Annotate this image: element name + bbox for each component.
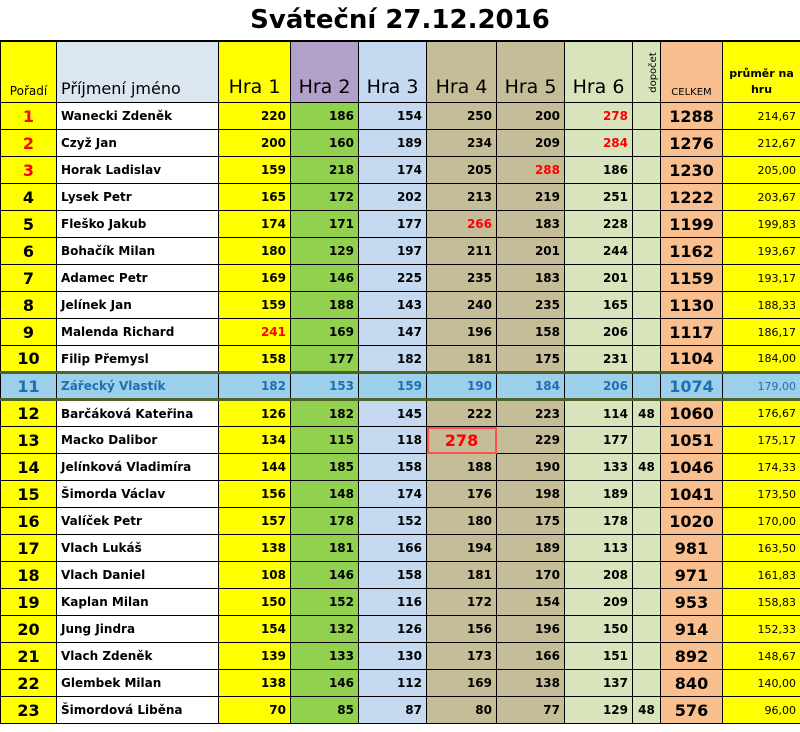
game-6-cell[interactable]: 209 xyxy=(565,589,633,616)
total-cell[interactable]: 914 xyxy=(661,616,723,643)
game-3-cell[interactable]: 118 xyxy=(359,427,427,454)
game-4-cell[interactable]: 156 xyxy=(427,616,497,643)
table-row xyxy=(1,697,800,724)
game-2-cell[interactable]: 177 xyxy=(291,346,359,373)
total-cell[interactable]: 971 xyxy=(661,562,723,589)
game-3-cell[interactable]: 225 xyxy=(359,265,427,292)
total-cell[interactable]: 1276 xyxy=(661,130,723,157)
average-cell[interactable]: 193,67 xyxy=(723,238,800,265)
name-cell[interactable]: Zářecký Vlastík xyxy=(57,373,219,400)
game-1-cell[interactable]: 159 xyxy=(219,157,291,184)
game-2-cell[interactable]: 132 xyxy=(291,616,359,643)
rank-cell[interactable]: 17 xyxy=(1,535,57,562)
dopocet-cell[interactable] xyxy=(633,157,661,184)
game-3-cell[interactable]: 145 xyxy=(359,400,427,427)
rank-cell[interactable]: 11 xyxy=(1,373,57,400)
average-cell[interactable]: 205,00 xyxy=(723,157,800,184)
game-1-cell[interactable]: 108 xyxy=(219,562,291,589)
name-cell[interactable]: Horak Ladislav xyxy=(57,157,219,184)
dopocet-cell[interactable] xyxy=(633,346,661,373)
game-4-cell[interactable]: 250 xyxy=(427,103,497,130)
game-1-cell[interactable]: 159 xyxy=(219,292,291,319)
game-1-cell[interactable]: 156 xyxy=(219,481,291,508)
game-5-cell[interactable]: 138 xyxy=(497,670,565,697)
game-3-cell[interactable]: 112 xyxy=(359,670,427,697)
game-1-cell[interactable]: 169 xyxy=(219,265,291,292)
total-cell[interactable]: 1074 xyxy=(661,373,723,400)
game-6-cell[interactable]: 137 xyxy=(565,670,633,697)
game-5-cell[interactable]: 170 xyxy=(497,562,565,589)
dopocet-cell[interactable] xyxy=(633,184,661,211)
average-cell[interactable]: 161,83 xyxy=(723,562,800,589)
table-row xyxy=(1,643,800,670)
game-2-cell[interactable]: 146 xyxy=(291,670,359,697)
name-cell[interactable]: Jung Jindra xyxy=(57,616,219,643)
average-cell[interactable]: 174,33 xyxy=(723,454,800,481)
game-3-cell[interactable]: 159 xyxy=(359,373,427,400)
dopocet-cell[interactable] xyxy=(633,292,661,319)
game-4-cell[interactable]: 196 xyxy=(427,319,497,346)
header-rank: Pořadí xyxy=(1,42,57,103)
game-3-cell[interactable]: 87 xyxy=(359,697,427,724)
dopocet-cell[interactable] xyxy=(633,481,661,508)
game-1-cell[interactable]: 138 xyxy=(219,670,291,697)
game-3-cell[interactable]: 158 xyxy=(359,562,427,589)
rank-cell[interactable]: 18 xyxy=(1,562,57,589)
rank-cell[interactable]: 9 xyxy=(1,319,57,346)
header-dopocet xyxy=(633,42,661,103)
dopocet-cell[interactable] xyxy=(633,562,661,589)
game-6-cell[interactable]: 177 xyxy=(565,427,633,454)
table-row xyxy=(1,562,800,589)
game-5-cell[interactable]: 209 xyxy=(497,130,565,157)
game-4-cell[interactable]: 235 xyxy=(427,265,497,292)
game-2-cell[interactable]: 133 xyxy=(291,643,359,670)
total-cell[interactable]: 1060 xyxy=(661,400,723,427)
rank-cell[interactable]: 5 xyxy=(1,211,57,238)
header-game-5: Hra 5 xyxy=(497,42,565,103)
rank-cell[interactable]: 13 xyxy=(1,427,57,454)
average-cell[interactable]: 184,00 xyxy=(723,346,800,373)
game-2-cell[interactable]: 182 xyxy=(291,400,359,427)
table-row xyxy=(1,454,800,481)
name-cell[interactable]: Glembek Milan xyxy=(57,670,219,697)
game-6-cell[interactable]: 251 xyxy=(565,184,633,211)
table-row xyxy=(1,265,800,292)
game-4-cell[interactable]: 278 xyxy=(427,427,497,454)
game-4-cell[interactable]: 213 xyxy=(427,184,497,211)
rank-cell[interactable]: 3 xyxy=(1,157,57,184)
game-2-cell[interactable]: 129 xyxy=(291,238,359,265)
game-4-cell[interactable]: 172 xyxy=(427,589,497,616)
game-6-cell[interactable]: 244 xyxy=(565,238,633,265)
header-game-2: Hra 2 xyxy=(291,42,359,103)
game-3-cell[interactable]: 197 xyxy=(359,238,427,265)
game-3-cell[interactable]: 130 xyxy=(359,643,427,670)
total-cell[interactable]: 1159 xyxy=(661,265,723,292)
game-4-cell[interactable]: 188 xyxy=(427,454,497,481)
game-1-cell[interactable]: 134 xyxy=(219,427,291,454)
game-2-cell[interactable]: 152 xyxy=(291,589,359,616)
dopocet-cell[interactable] xyxy=(633,616,661,643)
header-row xyxy=(1,42,800,103)
total-cell[interactable]: 1230 xyxy=(661,157,723,184)
rank-cell[interactable]: 4 xyxy=(1,184,57,211)
dopocet-cell[interactable]: 48 xyxy=(633,454,661,481)
rank-cell[interactable]: 20 xyxy=(1,616,57,643)
name-cell[interactable]: Vlach Lukáš xyxy=(57,535,219,562)
game-3-cell[interactable]: 116 xyxy=(359,589,427,616)
name-cell[interactable]: Malenda Richard xyxy=(57,319,219,346)
game-3-cell[interactable]: 174 xyxy=(359,157,427,184)
game-5-cell[interactable]: 235 xyxy=(497,292,565,319)
average-cell[interactable]: 179,00 xyxy=(723,373,800,400)
game-2-cell[interactable]: 115 xyxy=(291,427,359,454)
total-cell[interactable]: 1020 xyxy=(661,508,723,535)
name-cell[interactable]: Šimorda Václav xyxy=(57,481,219,508)
total-cell[interactable]: 576 xyxy=(661,697,723,724)
game-1-cell[interactable]: 138 xyxy=(219,535,291,562)
game-5-cell[interactable]: 288 xyxy=(497,157,565,184)
total-cell[interactable]: 953 xyxy=(661,589,723,616)
average-cell[interactable]: 176,67 xyxy=(723,400,800,427)
name-cell[interactable]: Lysek Petr xyxy=(57,184,219,211)
game-3-cell[interactable]: 158 xyxy=(359,454,427,481)
name-cell[interactable]: Czyž Jan xyxy=(57,130,219,157)
game-5-cell[interactable]: 175 xyxy=(497,508,565,535)
name-cell[interactable]: Wanecki Zdeněk xyxy=(57,103,219,130)
dopocet-cell[interactable] xyxy=(633,643,661,670)
table-row xyxy=(1,670,800,697)
rank-cell[interactable]: 22 xyxy=(1,670,57,697)
table-row xyxy=(1,508,800,535)
header-total: CELKEM xyxy=(661,42,723,103)
game-6-cell[interactable]: 284 xyxy=(565,130,633,157)
game-3-cell[interactable]: 147 xyxy=(359,319,427,346)
dopocet-cell[interactable] xyxy=(633,373,661,400)
rank-cell[interactable]: 14 xyxy=(1,454,57,481)
game-6-cell[interactable]: 113 xyxy=(565,535,633,562)
table-row xyxy=(1,481,800,508)
game-3-cell[interactable]: 152 xyxy=(359,508,427,535)
game-1-cell[interactable]: 150 xyxy=(219,589,291,616)
dopocet-cell[interactable]: 48 xyxy=(633,697,661,724)
dopocet-cell[interactable] xyxy=(633,130,661,157)
dopocet-cell[interactable]: 48 xyxy=(633,400,661,427)
average-cell[interactable]: 96,00 xyxy=(723,697,800,724)
rank-cell[interactable]: 6 xyxy=(1,238,57,265)
game-5-cell[interactable]: 201 xyxy=(497,238,565,265)
game-4-cell[interactable]: 176 xyxy=(427,481,497,508)
game-6-cell[interactable]: 133 xyxy=(565,454,633,481)
dopocet-cell[interactable] xyxy=(633,319,661,346)
table-row xyxy=(1,373,800,400)
game-4-cell[interactable]: 266 xyxy=(427,211,497,238)
game-5-cell[interactable]: 184 xyxy=(497,373,565,400)
game-4-cell[interactable]: 205 xyxy=(427,157,497,184)
average-cell[interactable]: 188,33 xyxy=(723,292,800,319)
game-5-cell[interactable]: 183 xyxy=(497,265,565,292)
table-row xyxy=(1,535,800,562)
game-3-cell[interactable]: 166 xyxy=(359,535,427,562)
game-1-cell[interactable]: 241 xyxy=(219,319,291,346)
rank-cell[interactable]: 1 xyxy=(1,103,57,130)
game-4-cell[interactable]: 194 xyxy=(427,535,497,562)
table-row xyxy=(1,400,800,427)
game-6-cell[interactable]: 278 xyxy=(565,103,633,130)
game-2-cell[interactable]: 171 xyxy=(291,211,359,238)
game-6-cell[interactable]: 206 xyxy=(565,319,633,346)
game-1-cell[interactable]: 139 xyxy=(219,643,291,670)
total-cell[interactable]: 1041 xyxy=(661,481,723,508)
header-game-4: Hra 4 xyxy=(427,42,497,103)
game-3-cell[interactable]: 177 xyxy=(359,211,427,238)
game-1-cell[interactable]: 174 xyxy=(219,211,291,238)
game-6-cell[interactable]: 201 xyxy=(565,265,633,292)
dopocet-cell[interactable] xyxy=(633,535,661,562)
game-3-cell[interactable]: 182 xyxy=(359,346,427,373)
rank-cell[interactable]: 16 xyxy=(1,508,57,535)
average-cell[interactable]: 158,83 xyxy=(723,589,800,616)
game-4-cell[interactable]: 181 xyxy=(427,346,497,373)
dopocet-cell[interactable] xyxy=(633,103,661,130)
name-cell[interactable]: Kaplan Milan xyxy=(57,589,219,616)
game-1-cell[interactable]: 157 xyxy=(219,508,291,535)
game-1-cell[interactable]: 165 xyxy=(219,184,291,211)
rank-cell[interactable]: 23 xyxy=(1,697,57,724)
header-name: Příjmení jméno xyxy=(57,42,219,103)
table-row xyxy=(1,616,800,643)
name-cell[interactable]: Šimordová Liběna xyxy=(57,697,219,724)
game-5-cell[interactable]: 223 xyxy=(497,400,565,427)
game-2-cell[interactable]: 172 xyxy=(291,184,359,211)
total-cell[interactable]: 892 xyxy=(661,643,723,670)
game-5-cell[interactable]: 229 xyxy=(497,427,565,454)
game-5-cell[interactable]: 190 xyxy=(497,454,565,481)
game-2-cell[interactable]: 160 xyxy=(291,130,359,157)
game-3-cell[interactable]: 174 xyxy=(359,481,427,508)
table-row xyxy=(1,103,800,130)
game-4-cell[interactable]: 173 xyxy=(427,643,497,670)
game-6-cell[interactable]: 178 xyxy=(565,508,633,535)
results-table xyxy=(0,41,800,724)
game-2-cell[interactable]: 85 xyxy=(291,697,359,724)
game-2-cell[interactable]: 186 xyxy=(291,103,359,130)
game-5-cell[interactable]: 166 xyxy=(497,643,565,670)
game-2-cell[interactable]: 185 xyxy=(291,454,359,481)
game-4-cell[interactable]: 169 xyxy=(427,670,497,697)
game-5-cell[interactable]: 196 xyxy=(497,616,565,643)
dopocet-cell[interactable] xyxy=(633,265,661,292)
game-1-cell[interactable]: 144 xyxy=(219,454,291,481)
game-3-cell[interactable]: 143 xyxy=(359,292,427,319)
table-row xyxy=(1,292,800,319)
game-2-cell[interactable]: 188 xyxy=(291,292,359,319)
game-6-cell[interactable]: 206 xyxy=(565,373,633,400)
game-6-cell[interactable]: 208 xyxy=(565,562,633,589)
name-cell[interactable]: Vlach Daniel xyxy=(57,562,219,589)
name-cell[interactable]: Bohačík Milan xyxy=(57,238,219,265)
average-cell[interactable]: 199,83 xyxy=(723,211,800,238)
rank-cell[interactable]: 2 xyxy=(1,130,57,157)
game-1-cell[interactable]: 220 xyxy=(219,103,291,130)
game-3-cell[interactable]: 202 xyxy=(359,184,427,211)
game-5-cell[interactable]: 175 xyxy=(497,346,565,373)
game-3-cell[interactable]: 126 xyxy=(359,616,427,643)
game-4-cell[interactable]: 234 xyxy=(427,130,497,157)
game-3-cell[interactable]: 189 xyxy=(359,130,427,157)
game-2-cell[interactable]: 153 xyxy=(291,373,359,400)
table-row xyxy=(1,157,800,184)
game-2-cell[interactable]: 148 xyxy=(291,481,359,508)
name-cell[interactable]: Macko Dalibor xyxy=(57,427,219,454)
game-6-cell[interactable]: 189 xyxy=(565,481,633,508)
game-5-cell[interactable]: 200 xyxy=(497,103,565,130)
header-dopocet-label: dopočet xyxy=(647,51,659,93)
table-row xyxy=(1,346,800,373)
game-5-cell[interactable]: 219 xyxy=(497,184,565,211)
game-3-cell[interactable]: 154 xyxy=(359,103,427,130)
average-cell[interactable]: 170,00 xyxy=(723,508,800,535)
name-cell[interactable]: Adamec Petr xyxy=(57,265,219,292)
game-1-cell[interactable]: 200 xyxy=(219,130,291,157)
game-2-cell[interactable]: 218 xyxy=(291,157,359,184)
average-cell[interactable]: 193,17 xyxy=(723,265,800,292)
average-cell[interactable]: 163,50 xyxy=(723,535,800,562)
total-cell[interactable]: 1162 xyxy=(661,238,723,265)
average-cell[interactable]: 186,17 xyxy=(723,319,800,346)
name-cell[interactable]: Filip Přemysl xyxy=(57,346,219,373)
table-row xyxy=(1,319,800,346)
game-6-cell[interactable]: 151 xyxy=(565,643,633,670)
name-cell[interactable]: Jelínková Vladimíra xyxy=(57,454,219,481)
game-4-cell[interactable]: 240 xyxy=(427,292,497,319)
total-cell[interactable]: 1288 xyxy=(661,103,723,130)
game-6-cell[interactable]: 150 xyxy=(565,616,633,643)
game-2-cell[interactable]: 146 xyxy=(291,265,359,292)
rank-cell[interactable]: 8 xyxy=(1,292,57,319)
average-cell[interactable]: 203,67 xyxy=(723,184,800,211)
header-game-1: Hra 1 xyxy=(219,42,291,103)
total-cell[interactable]: 1046 xyxy=(661,454,723,481)
table-row xyxy=(1,130,800,157)
total-cell[interactable]: 1222 xyxy=(661,184,723,211)
average-cell[interactable]: 152,33 xyxy=(723,616,800,643)
rank-cell[interactable]: 19 xyxy=(1,589,57,616)
game-1-cell[interactable]: 70 xyxy=(219,697,291,724)
game-1-cell[interactable]: 180 xyxy=(219,238,291,265)
game-4-cell[interactable]: 190 xyxy=(427,373,497,400)
total-cell[interactable]: 1130 xyxy=(661,292,723,319)
average-cell[interactable]: 214,67 xyxy=(723,103,800,130)
table-row xyxy=(1,211,800,238)
game-6-cell[interactable]: 228 xyxy=(565,211,633,238)
game-2-cell[interactable]: 146 xyxy=(291,562,359,589)
game-1-cell[interactable]: 154 xyxy=(219,616,291,643)
game-5-cell[interactable]: 77 xyxy=(497,697,565,724)
average-cell[interactable]: 173,50 xyxy=(723,481,800,508)
game-4-cell[interactable]: 222 xyxy=(427,400,497,427)
game-5-cell[interactable]: 189 xyxy=(497,535,565,562)
game-4-cell[interactable]: 181 xyxy=(427,562,497,589)
dopocet-cell[interactable] xyxy=(633,211,661,238)
total-cell[interactable]: 840 xyxy=(661,670,723,697)
name-cell[interactable]: Vlach Zdeněk xyxy=(57,643,219,670)
dopocet-cell[interactable] xyxy=(633,670,661,697)
name-cell[interactable]: Barčáková Kateřina xyxy=(57,400,219,427)
total-cell[interactable]: 1104 xyxy=(661,346,723,373)
rank-cell[interactable]: 15 xyxy=(1,481,57,508)
game-5-cell[interactable]: 183 xyxy=(497,211,565,238)
rank-cell[interactable]: 7 xyxy=(1,265,57,292)
average-cell[interactable]: 148,67 xyxy=(723,643,800,670)
sheet-title: Sváteční 27.12.2016 xyxy=(0,0,800,41)
dopocet-cell[interactable] xyxy=(633,238,661,265)
rank-cell[interactable]: 10 xyxy=(1,346,57,373)
game-6-cell[interactable]: 231 xyxy=(565,346,633,373)
game-4-cell[interactable]: 180 xyxy=(427,508,497,535)
game-6-cell[interactable]: 186 xyxy=(565,157,633,184)
table-row xyxy=(1,238,800,265)
total-cell[interactable]: 1199 xyxy=(661,211,723,238)
game-6-cell[interactable]: 114 xyxy=(565,400,633,427)
game-1-cell[interactable]: 182 xyxy=(219,373,291,400)
game-2-cell[interactable]: 181 xyxy=(291,535,359,562)
dopocet-cell[interactable] xyxy=(633,427,661,454)
table-row xyxy=(1,427,800,454)
game-5-cell[interactable]: 198 xyxy=(497,481,565,508)
dopocet-cell[interactable] xyxy=(633,508,661,535)
header-game-3: Hra 3 xyxy=(359,42,427,103)
game-5-cell[interactable]: 154 xyxy=(497,589,565,616)
table-row xyxy=(1,589,800,616)
name-cell[interactable]: Jelínek Jan xyxy=(57,292,219,319)
game-4-cell[interactable]: 211 xyxy=(427,238,497,265)
header-game-6: Hra 6 xyxy=(565,42,633,103)
game-4-cell[interactable]: 80 xyxy=(427,697,497,724)
game-1-cell[interactable]: 126 xyxy=(219,400,291,427)
game-2-cell[interactable]: 169 xyxy=(291,319,359,346)
dopocet-cell[interactable] xyxy=(633,589,661,616)
name-cell[interactable]: Fleško Jakub xyxy=(57,211,219,238)
game-6-cell[interactable]: 129 xyxy=(565,697,633,724)
total-cell[interactable]: 1051 xyxy=(661,427,723,454)
average-cell[interactable]: 140,00 xyxy=(723,670,800,697)
rank-cell[interactable]: 21 xyxy=(1,643,57,670)
name-cell[interactable]: Valíček Petr xyxy=(57,508,219,535)
total-cell[interactable]: 1117 xyxy=(661,319,723,346)
game-6-cell[interactable]: 165 xyxy=(565,292,633,319)
average-cell[interactable]: 212,67 xyxy=(723,130,800,157)
game-5-cell[interactable]: 158 xyxy=(497,319,565,346)
total-cell[interactable]: 981 xyxy=(661,535,723,562)
game-1-cell[interactable]: 158 xyxy=(219,346,291,373)
table-row xyxy=(1,184,800,211)
average-cell[interactable]: 175,17 xyxy=(723,427,800,454)
rank-cell[interactable]: 12 xyxy=(1,400,57,427)
game-2-cell[interactable]: 178 xyxy=(291,508,359,535)
header-average: průměr na hru xyxy=(723,42,800,103)
